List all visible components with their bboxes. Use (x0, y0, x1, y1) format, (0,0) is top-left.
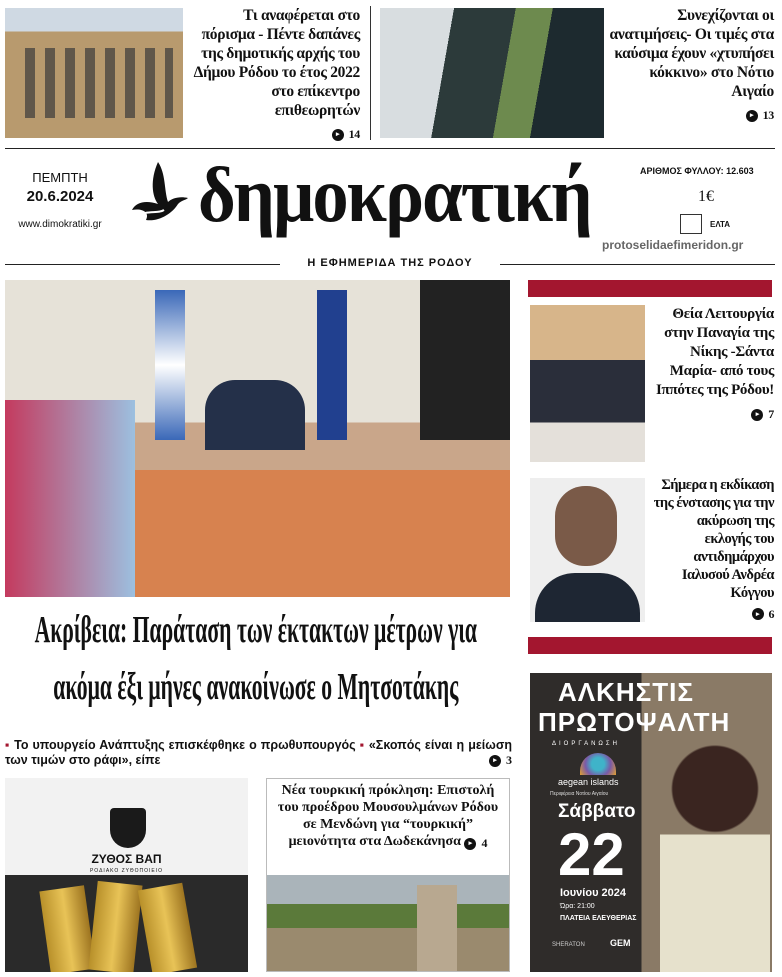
rule (5, 264, 280, 265)
top-story-1[interactable]: Τι αναφέρεται στο πόρισμα - Πέντε δαπάνες της δημοτικής αρχής του Δήμου Ρόδου το έτος 2022 στο επίκεντρο επιθεωρητών (193, 7, 360, 119)
concert-venue: ΠΛΑΤΕΙΑ ΕΛΕΥΘΕΡΙΑΣ (560, 915, 637, 922)
mosque-photo (267, 875, 509, 971)
portrait-photo (530, 478, 645, 622)
concert-ad[interactable] (530, 673, 772, 972)
arrow-icon: ▸ (751, 409, 763, 421)
postage-stamp (680, 214, 702, 234)
beer-ad[interactable] (5, 778, 248, 972)
page-ref: ▸ 7 (751, 405, 774, 424)
side-story-2[interactable]: Σήμερα η εκδίκαση της ένστασης για την ακύρωση της εκλογής του αντιδημάρχου Ιαλυσού Ανδρέα Κόγγου (653, 477, 774, 601)
arrow-icon: ▸ (746, 110, 758, 122)
concert-month: Ιουνίου 2024 (560, 887, 626, 899)
page-ref: ▸ 3 (489, 753, 512, 768)
artist-name-1: ΑΛΚΗΣΤΙΣ (558, 677, 694, 707)
concert-time: Ώρα: 21:00 (560, 903, 595, 910)
rule (500, 264, 775, 265)
concert-date-number: 22 (558, 821, 625, 888)
beer-subtitle: ΡΟΔΙΑΚΟ ΖΥΘΟΠΟΙΕΙΟ (89, 868, 164, 874)
bottom-story-headline[interactable]: Νέα τουρκική πρόκληση: Επιστολή του προέδρου Μουσουλμάνων Ρόδου σε Μενδώνη για “τουρκική” μειονότητα στα Δωδεκάνησα (277, 783, 499, 849)
top-story-2[interactable]: Συνεχίζονται οι ανατιμήσεις- Οι τιμές στα καύσιμα έχουν «χτυπήσει κόκκινο» στο Νότιο Αιγαίο (609, 7, 774, 100)
dove-logo-icon (128, 160, 190, 230)
bullet: ▪ (359, 738, 369, 752)
shield-logo-icon (110, 808, 146, 848)
newspaper-title: δημοκρατική (198, 151, 591, 238)
sponsor-sheraton: SHERATON (552, 942, 585, 948)
rule (5, 148, 775, 149)
arrow-icon: ▸ (332, 129, 344, 141)
arrow-icon: ▸ (489, 755, 501, 767)
main-headline[interactable]: Ακρίβεια: Παράταση των έκτακτων μέτρων για ακόμα έξι μήνες ανακοίνωσε ο Μητσοτάκης (34, 609, 478, 708)
page-ref: ▸ 4 (464, 835, 487, 852)
region: Περιφέρεια Νοτίου Αιγαίου (550, 791, 609, 797)
sponsor-gem: GEM (610, 938, 631, 948)
page-ref: ▸ 6 (752, 605, 775, 623)
tagline: Η ΕΦΗΜΕΡΙΔΑ ΤΗΣ ΡΟΔΟΥ (307, 257, 473, 269)
side-story-1[interactable]: Θεία Λειτουργία στην Παναγία της Νίκης -Σάντα Μαρία- από τους Ιππότες της Ρόδου! (655, 306, 774, 398)
issue-number: ΑΡΙΘΜΟΣ ΦΥΛΛΟΥ: 12.603 (640, 166, 754, 176)
liturgy-photo (530, 305, 645, 462)
cabinet-meeting-photo (5, 280, 510, 597)
accent-bar (528, 280, 772, 297)
divider (370, 6, 371, 140)
aegean-logo-icon (580, 753, 616, 775)
website[interactable]: www.dimokratiki.gr (18, 219, 102, 230)
accent-bar (528, 637, 772, 654)
bullet: ▪ (5, 738, 15, 752)
organizer-label: ΔΙΟΡΓΑΝΩΣΗ (552, 741, 620, 747)
main-bullet-1: Το υπουργείο Ανάπτυξης επισκέφθηκε ο πρωθυπουργός (14, 738, 356, 752)
elta-logo: ΕΛΤΑ (710, 220, 731, 229)
weekday: ΠΕΜΠΤΗ (32, 170, 88, 185)
town-hall-photo (5, 8, 183, 138)
fuel-pump-photo (380, 8, 604, 138)
beer-brand: ΖΥΘΟΣ ΒΑΠ (91, 852, 162, 866)
price: 1€ (698, 188, 714, 205)
source-watermark: protoselidaefimeridon.gr (602, 238, 744, 252)
arrow-icon: ▸ (464, 838, 476, 850)
main-bullet-2: «Σκοπός είναι η μείωση των τιμών στο ράφι», είπε (5, 738, 513, 767)
page-ref: ▸ 14 (332, 125, 360, 144)
organizer: aegean islands (558, 777, 619, 787)
page-ref: ▸ 13 (746, 106, 774, 125)
issue-date: 20.6.2024 (26, 188, 94, 205)
artist-name-2: ΠΡΩΤΟΨΑΛΤΗ (538, 707, 731, 737)
arrow-icon: ▸ (752, 608, 764, 620)
concert-day: Σάββατο (558, 801, 636, 822)
